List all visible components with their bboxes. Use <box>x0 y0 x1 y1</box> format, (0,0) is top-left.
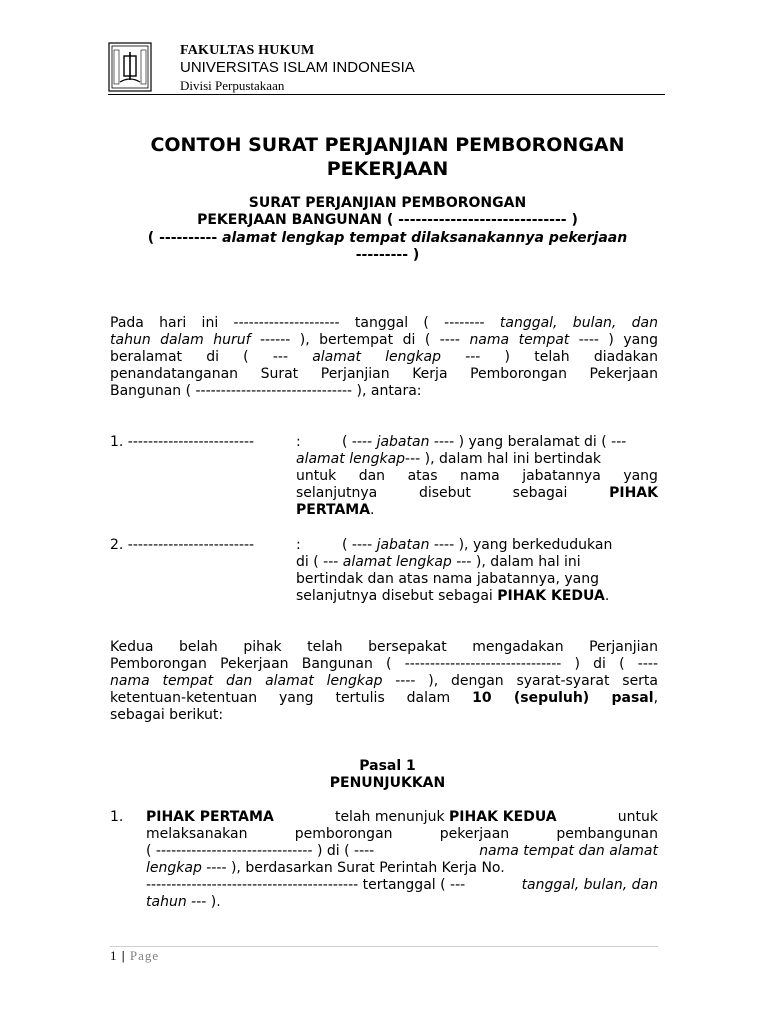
party-2-description: ( ---- jabatan ---- ), yang berkedudukan di ( --- alamat lengkap --- ), dalam hal ini bertindak dan atas nama jabatannya, yang selanjutnya disebut sebagai PIHAK KEDUA. <box>296 537 613 604</box>
university-logo <box>108 42 152 92</box>
subtitle-line-1: SURAT PERJANJIAN PEMBORONGAN <box>248 195 527 211</box>
footer-divider <box>110 946 658 947</box>
pasal-1-name: PENUNJUKKAN <box>329 775 446 791</box>
subtitle-line-4: --------- ) <box>355 247 420 263</box>
page-footer: 1 | Page <box>110 948 160 963</box>
subtitle-line-3: ( ---------- alamat lengkap tempat dilaksanakannya pekerjaan <box>147 230 628 246</box>
party-2-number: 2. ------------------------- <box>110 537 255 553</box>
item-1-text: PIHAK PERTAMA telah menunjuk PIHAK KEDUA untuk melaksanakan pemborongan pekerjaan pembangunan ( ------------------------------- ) di ( ---- nama tempat dan alamat lengkap ---- ), berdasarkan Surat Perintah Kerja No. ------------------------------------------ tertanggal ( --- tanggal, bulan, dan tahun --- ). <box>146 809 658 910</box>
party-1-colon: : <box>296 434 301 450</box>
document-title: CONTOH SURAT PERJANJIAN PEMBORONGAN PEKERJAAN <box>150 134 625 180</box>
intro-paragraph: Pada hari ini --------------------- tanggal ( -------- tanggal, bulan, dan tahun dalam huruf ------ ), bertempat di ( ---- nama tempat ---- ) yang beralamat di ( --- alamat lengkap --- ) telah diadakan penandatanganan Surat Perjanjian Kerja Pemborongan Pekerjaan Bangunan ( ------------------------------- ), antara: <box>110 315 659 399</box>
university-name: UNIVERSITAS ISLAM INDONESIA <box>180 59 415 76</box>
party-1-description: ( ---- jabatan ---- ) yang beralamat di ( --- alamat lengkap --- ), dalam hal ini bertindak untuk dan atas nama jabatannya yang selanjutnya disebut sebagai PIHAK PERTAMA. <box>296 434 658 518</box>
item-1-number: 1. <box>110 809 124 825</box>
party-1-number: 1. ------------------------- <box>110 434 255 450</box>
party-2-colon: : <box>296 537 301 553</box>
subtitle-line-2: PEKERJAAN BANGUNAN ( ----------------------------- ) <box>197 212 578 228</box>
faculty-name: FAKULTAS HUKUM <box>180 43 315 58</box>
pasal-1-heading: Pasal 1 <box>359 758 416 774</box>
agreement-paragraph: Kedua belah pihak telah bersepakat mengadakan Perjanjian Pemborongan Pekerjaan Bangunan ( ------------------------------- ) di ( ---- nama tempat dan alamat lengkap ---- ), dengan syarat-syarat serta ketentuan-ketentuan yang tertulis dalam 10 (sepuluh) pasal, sebagai berikut: <box>110 639 659 723</box>
page-label: Page <box>129 948 160 963</box>
page-number: 1 <box>110 948 118 963</box>
division-name: Divisi Perpustakaan <box>180 78 285 93</box>
header-divider <box>108 94 665 95</box>
